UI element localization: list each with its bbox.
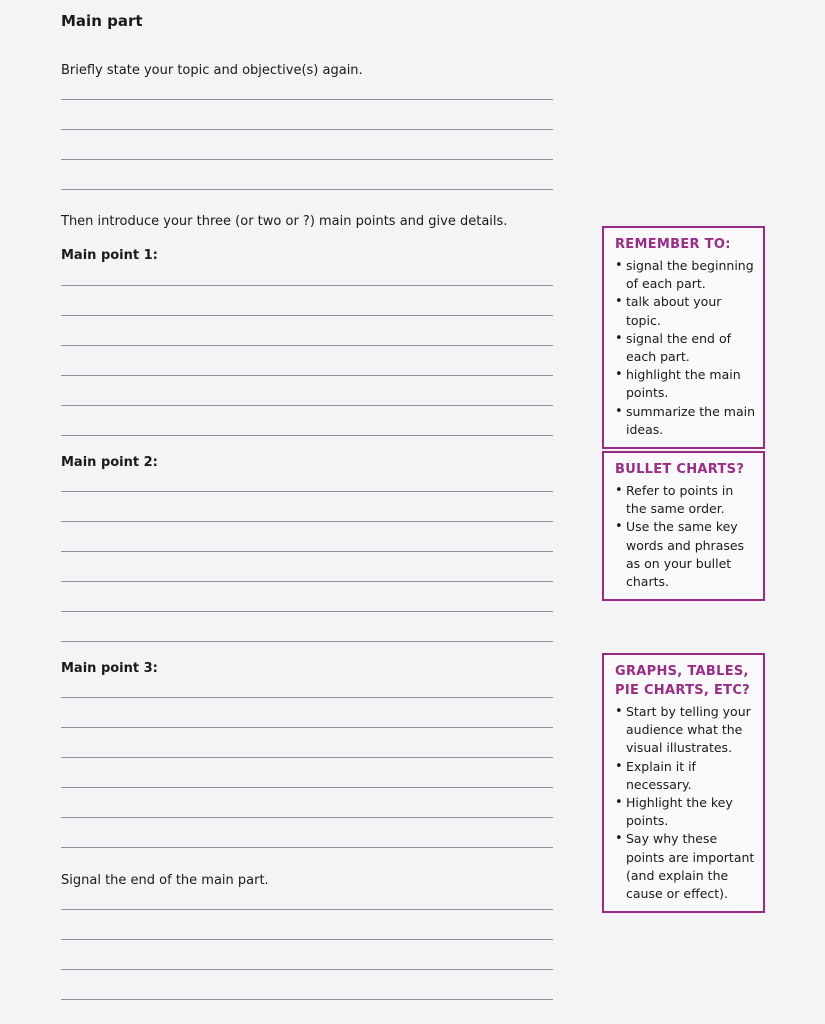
graphs-tables-box (602, 653, 765, 913)
tip-item: • Refer to points in the same order. (615, 482, 755, 518)
tip-item: • talk about your topic. (615, 293, 755, 329)
writing-line[interactable] (61, 159, 553, 160)
tip-list (615, 257, 755, 439)
remember-to-box (602, 226, 765, 449)
writing-line[interactable] (61, 847, 553, 848)
writing-line[interactable] (61, 817, 553, 818)
writing-line[interactable] (61, 551, 553, 552)
writing-line[interactable] (61, 315, 553, 316)
writing-line[interactable] (61, 521, 553, 522)
tip-item: • Use the same key words and phrases as on your bullet charts. (615, 518, 755, 591)
writing-line[interactable] (61, 969, 553, 970)
box-title: GRAPHS, TABLES, PIE CHARTS, ETC? (615, 664, 751, 698)
box-title: BULLET CHARTS? (615, 462, 745, 477)
writing-line[interactable] (61, 189, 553, 190)
main-point-1-label: Main point 1: (61, 248, 158, 263)
tip-list (615, 703, 755, 903)
writing-line[interactable] (61, 939, 553, 940)
tip-item: • Highlight the key points. (615, 794, 755, 830)
writing-line[interactable] (61, 345, 553, 346)
tip-item: • Start by telling your audience what the visual illustrates. (615, 703, 755, 758)
writing-line[interactable] (61, 491, 553, 492)
writing-line[interactable] (61, 727, 553, 728)
writing-line[interactable] (61, 757, 553, 758)
section-title: Main part (61, 12, 143, 30)
writing-line[interactable] (61, 285, 553, 286)
writing-line[interactable] (61, 405, 553, 406)
writing-line[interactable] (61, 99, 553, 100)
writing-line[interactable] (61, 641, 553, 642)
writing-line[interactable] (61, 129, 553, 130)
tip-item: • Say why these points are important (and explain the cause or effect). (615, 830, 755, 903)
writing-line[interactable] (61, 435, 553, 436)
tip-item: • signal the end of each part. (615, 330, 755, 366)
writing-line[interactable] (61, 611, 553, 612)
closing-instruction: Signal the end of the main part. (61, 873, 269, 888)
writing-line[interactable] (61, 581, 553, 582)
writing-line[interactable] (61, 787, 553, 788)
writing-line[interactable] (61, 697, 553, 698)
writing-line[interactable] (61, 999, 553, 1000)
tip-item: • summarize the main ideas. (615, 403, 755, 439)
topic-instruction: Briefly state your topic and objective(s) again. (61, 63, 363, 78)
tip-item: • Explain it if necessary. (615, 758, 755, 794)
writing-line[interactable] (61, 375, 553, 376)
writing-line[interactable] (61, 909, 553, 910)
tip-list (615, 482, 755, 591)
box-title: REMEMBER TO: (615, 237, 731, 252)
main-points-instruction: Then introduce your three (or two or ?) main points and give details. (61, 214, 508, 229)
tip-item: • highlight the main points. (615, 366, 755, 402)
tip-item: • signal the beginning of each part. (615, 257, 755, 293)
main-point-3-label: Main point 3: (61, 661, 158, 676)
bullet-charts-box (602, 451, 765, 601)
main-point-2-label: Main point 2: (61, 455, 158, 470)
